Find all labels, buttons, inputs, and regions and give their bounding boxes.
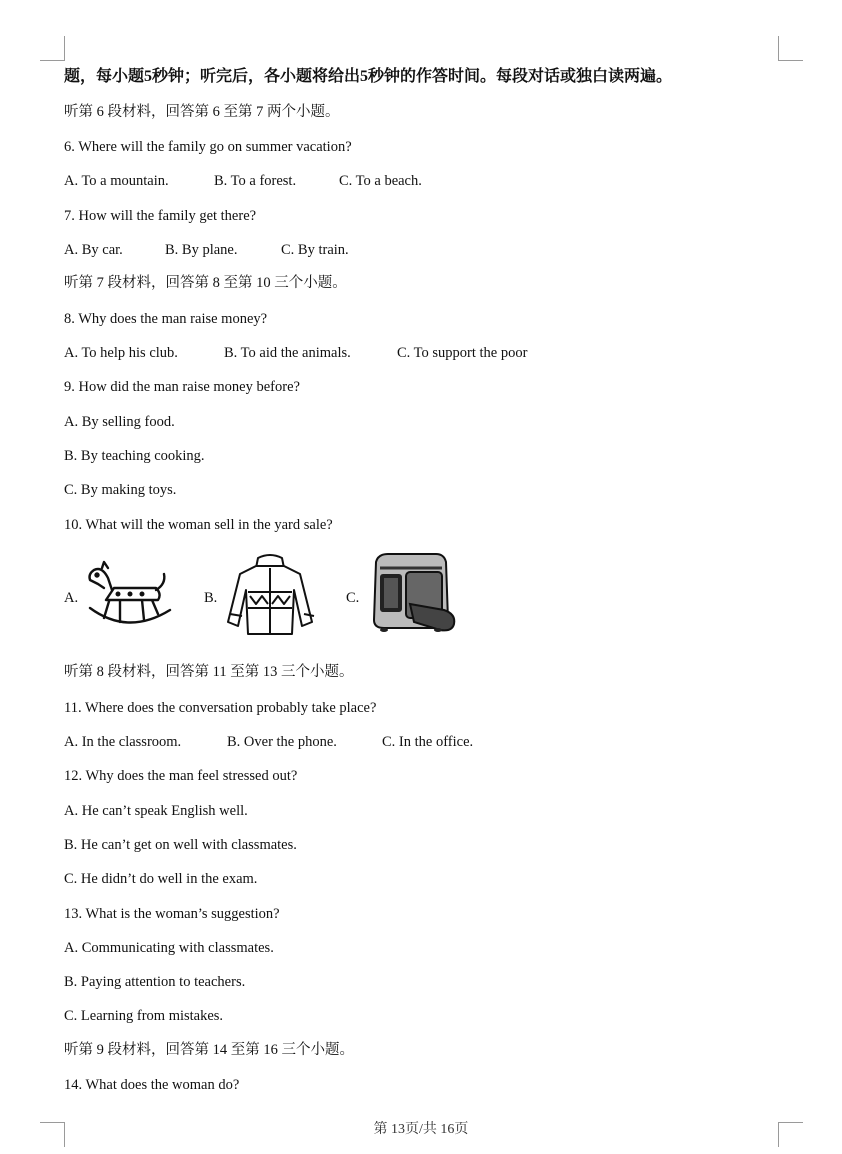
question-12-option-a: A. He can’t speak English well.: [64, 803, 248, 819]
question-8: 8. Why does the man raise money?: [64, 311, 268, 327]
question-13: 13. What is the woman’s suggestion?: [64, 906, 280, 922]
option-a: A. To a mountain.: [64, 173, 169, 189]
question-10-option-b-label: B.: [204, 590, 218, 606]
question-13-option-b: B. Paying attention to teachers.: [64, 974, 246, 990]
page-number: 第 13页/共 16页: [373, 1122, 469, 1137]
option-b: B. To a forest.: [214, 173, 297, 189]
question-10: 10. What will the woman sell in the yard sale?: [64, 517, 333, 533]
option-c: C. To support the poor: [397, 345, 528, 361]
section-6-instruction: 听第 6 段材料，回答第 6 至第 7 两个小题。: [64, 104, 340, 120]
option-a: A. In the classroom.: [64, 734, 182, 750]
section-8-instruction: 听第 8 段材料，回答第 11 至第 13 三个小题。: [64, 664, 354, 680]
section-9-instruction: 听第 9 段材料，回答第 14 至第 16 三个小题。: [64, 1042, 354, 1058]
question-14: 14. What does the woman do?: [64, 1077, 240, 1093]
question-10-option-a-label: A.: [64, 590, 79, 606]
crop-mark-top-right: [778, 36, 803, 61]
question-7: 7. How will the family get there?: [64, 208, 257, 224]
question-9-option-b: B. By teaching cooking.: [64, 448, 205, 464]
jacket-icon: [222, 552, 318, 638]
question-6: 6. Where will the family go on summer vacation?: [64, 139, 352, 155]
option-c: C. To a beach.: [339, 173, 422, 189]
question-9-option-c: C. By making toys.: [64, 482, 177, 498]
option-c: C. In the office.: [382, 734, 474, 750]
option-b: B. By plane.: [165, 242, 238, 258]
crop-mark-top-left: [40, 36, 65, 61]
option-b: B. To aid the animals.: [224, 345, 351, 361]
option-b: B. Over the phone.: [227, 734, 337, 750]
question-9: 9. How did the man raise money before?: [64, 379, 300, 395]
option-a: A. By car.: [64, 242, 123, 258]
question-13-option-c: C. Learning from mistakes.: [64, 1008, 224, 1024]
question-10-option-c-label: C.: [346, 590, 360, 606]
header-instruction: 题，每小题5秒钟；听完后，各小题将给出5秒钟的作答时间。每段对话或独白读两遍。: [64, 68, 673, 85]
question-12: 12. Why does the man feel stressed out?: [64, 768, 298, 784]
question-12-option-c: C. He didn’t do well in the exam.: [64, 871, 258, 887]
option-a: A. To help his club.: [64, 345, 178, 361]
question-13-option-a: A. Communicating with classmates.: [64, 940, 274, 956]
rocking-horse-icon: [82, 558, 174, 630]
toaster-oven-icon: [364, 548, 460, 638]
section-7-instruction: 听第 7 段材料，回答第 8 至第 10 三个小题。: [64, 275, 347, 291]
question-11: 11. Where does the conversation probably take place?: [64, 700, 377, 716]
option-c: C. By train.: [281, 242, 349, 258]
question-9-option-a: A. By selling food.: [64, 414, 175, 430]
question-12-option-b: B. He can’t get on well with classmates.: [64, 837, 297, 853]
